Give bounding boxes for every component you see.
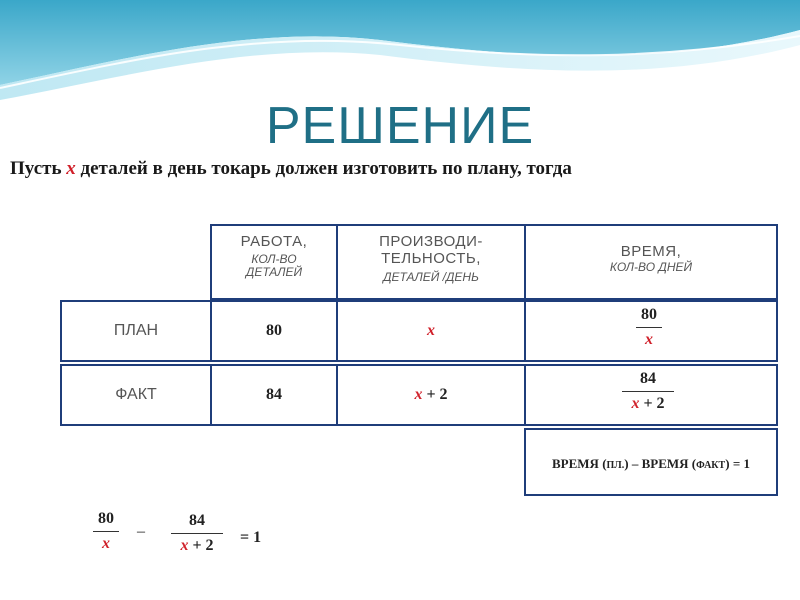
note-part-d: ФАКТ bbox=[696, 460, 726, 471]
fraction-bar bbox=[636, 327, 662, 328]
note-part-e: ) = 1 bbox=[725, 456, 750, 471]
header-time bbox=[524, 224, 778, 300]
row-plan-productivity bbox=[336, 300, 526, 362]
equation-frac1-numerator: 80 bbox=[98, 510, 114, 527]
row-plan-prod-var: x bbox=[427, 322, 435, 339]
note-part-a: ВРЕМЯ ( bbox=[552, 456, 607, 471]
header-time-sub: КОЛ-ВО ДНЕЙ bbox=[609, 259, 693, 274]
row-fact-time-numerator: 84 bbox=[640, 370, 656, 387]
equation-result: = 1 bbox=[240, 529, 262, 546]
row-fact-label: ФАКТ bbox=[60, 364, 212, 426]
row-fact-productivity bbox=[336, 364, 526, 426]
equation-fraction-2 bbox=[168, 512, 226, 555]
header-productivity bbox=[336, 224, 526, 300]
equation-frac2-den-var: x bbox=[180, 537, 189, 554]
row-fact-time-denominator bbox=[618, 395, 678, 413]
fraction-bar bbox=[93, 531, 119, 532]
equation-minus: – bbox=[137, 523, 145, 540]
row-fact-prod-var: x bbox=[414, 386, 423, 403]
equation-frac2-denominator bbox=[168, 537, 226, 555]
note-part-b: ПЛ. bbox=[606, 460, 625, 471]
time-difference-note bbox=[524, 428, 778, 496]
row-plan-time-denominator bbox=[632, 331, 666, 349]
row-plan-time bbox=[524, 300, 778, 362]
equation-frac1-denominator: x bbox=[102, 535, 110, 552]
row-fact-time-den-rest: + 2 bbox=[639, 395, 665, 412]
header-work-sub: КОЛ-ВО ДЕТАЛЕЙ bbox=[245, 251, 303, 279]
intro-variable: x bbox=[66, 158, 76, 179]
row-plan-time-den-var: x bbox=[645, 331, 653, 348]
equation-frac2-den-rest: + 2 bbox=[188, 537, 214, 554]
fraction-bar bbox=[171, 533, 223, 534]
equation-frac2-numerator: 84 bbox=[189, 512, 205, 529]
header-work bbox=[210, 224, 338, 300]
intro-text bbox=[10, 158, 795, 180]
row-fact-time bbox=[524, 364, 778, 426]
row-plan-time-numerator: 80 bbox=[641, 306, 657, 323]
header-work-main: РАБОТА, bbox=[240, 233, 308, 250]
row-fact-work: 84 bbox=[210, 364, 338, 426]
row-plan-time-fraction bbox=[632, 306, 666, 349]
row-plan-label: ПЛАН bbox=[60, 300, 212, 362]
header-productivity-main: ПРОИЗВОДИ-ТЕЛЬНОСТЬ, bbox=[379, 233, 483, 267]
wave-header-decoration bbox=[0, 0, 800, 110]
note-part-c: ) – ВРЕМЯ ( bbox=[624, 456, 697, 471]
row-plan-work: 80 bbox=[210, 300, 338, 362]
row-fact-time-fraction bbox=[618, 370, 678, 413]
row-fact-prod-rest: + 2 bbox=[422, 386, 448, 403]
equation-fraction-1 bbox=[90, 510, 122, 553]
intro-after: деталей в день токарь должен изготовить по плану, тогда bbox=[75, 158, 572, 179]
row-fact-time-den-var: x bbox=[631, 395, 640, 412]
intro-before: Пусть bbox=[10, 158, 67, 179]
fraction-bar bbox=[622, 391, 674, 392]
header-productivity-sub: ДЕТАЛЕЙ /ДЕНЬ bbox=[383, 270, 479, 284]
page-title: РЕШЕНИЕ bbox=[265, 97, 535, 155]
header-time-main: ВРЕМЯ, bbox=[620, 243, 682, 260]
